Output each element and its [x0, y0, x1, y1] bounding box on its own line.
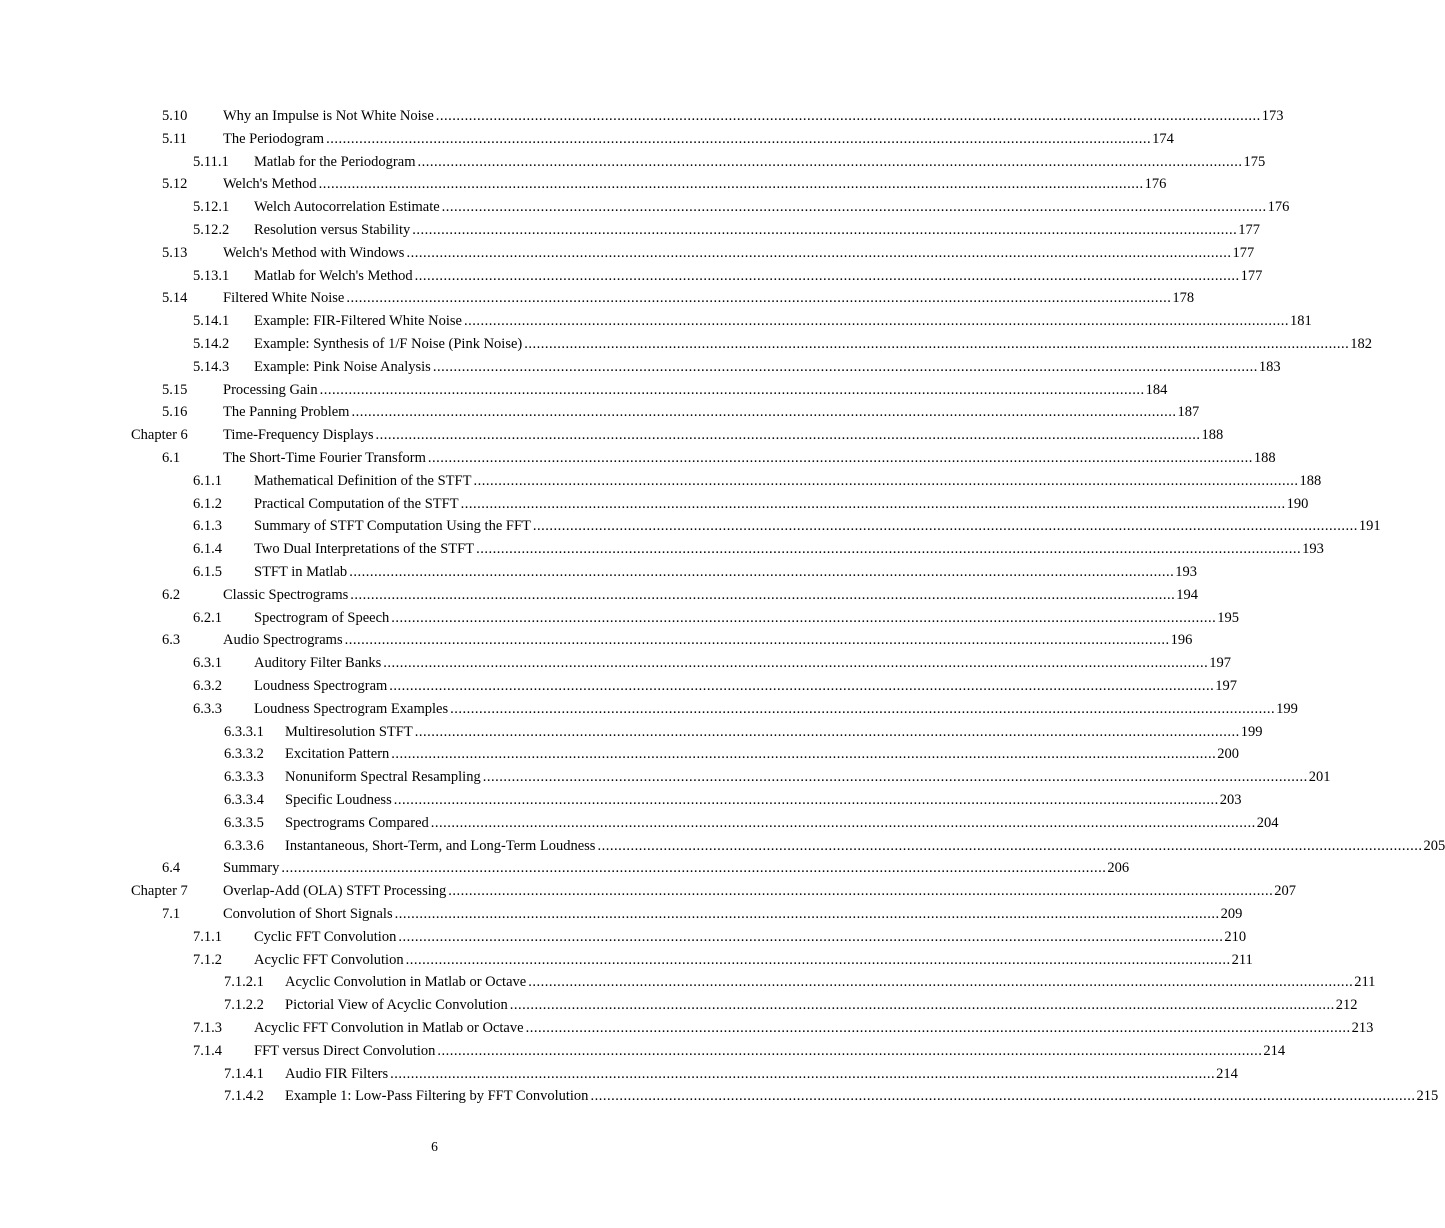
- toc-entry-body: [285, 971, 1376, 993]
- toc-entry-title: Classic Spectrograms: [223, 584, 349, 606]
- toc-entry-body: [223, 242, 1255, 264]
- toc-entry-title: The Short-Time Fourier Transform: [223, 447, 427, 469]
- toc-entry-page: 173: [1262, 105, 1284, 127]
- toc-entry-number: 7.1.1: [193, 928, 222, 945]
- toc-entry-page: 193: [1175, 561, 1197, 583]
- toc-entry-title: Time-Frequency Displays: [223, 424, 375, 446]
- toc-entry-page: 199: [1276, 698, 1298, 720]
- toc-entry[interactable]: [0, 584, 1198, 606]
- toc-dot-leader: ........................................................................................................................................................................................................: [473, 472, 1299, 489]
- toc-entry-page: 199: [1241, 721, 1263, 743]
- toc-entry[interactable]: [0, 721, 1263, 743]
- toc-entry-number: 5.11: [162, 130, 187, 147]
- toc-dot-leader: ........................................................................................................................................................................................................: [450, 700, 1276, 717]
- toc-entry-body: [254, 698, 1298, 720]
- toc-entry-body: [254, 926, 1247, 948]
- toc-dot-leader: ........................................................................................................................................................................................................: [398, 928, 1224, 945]
- toc-entry[interactable]: [0, 835, 1445, 857]
- toc-entry-number: 5.14.3: [193, 358, 230, 375]
- toc-dot-leader: ........................................................................................................................................................................................................: [441, 199, 1267, 216]
- toc-entry-page: 201: [1309, 766, 1331, 788]
- toc-entry[interactable]: [0, 629, 1193, 651]
- toc-entry[interactable]: [0, 196, 1290, 218]
- toc-dot-leader: ........................................................................................................................................................................................................: [448, 883, 1274, 900]
- toc-dot-leader: ........................................................................................................................................................................................................: [383, 655, 1209, 672]
- toc-entry-body: [223, 128, 1174, 150]
- toc-dot-leader: ........................................................................................................................................................................................................: [524, 336, 1350, 352]
- toc-dot-leader: ........................................................................................................................................................................................................: [432, 358, 1258, 375]
- toc-entry-title: Welch's Method with Windows: [223, 242, 405, 264]
- toc-entry[interactable]: [0, 903, 1243, 925]
- toc-entry-title: Welch's Method: [223, 173, 318, 195]
- toc-entry-title: Practical Computation of the STFT: [254, 493, 460, 515]
- toc-entry-number: 7.1.4.2: [224, 1088, 264, 1105]
- toc-entry-number: 7.1.4.1: [224, 1065, 264, 1082]
- toc-entry-title: Nonuniform Spectral Resampling: [285, 766, 482, 788]
- toc-entry[interactable]: [0, 1085, 1439, 1107]
- toc-entry-body: [254, 1017, 1374, 1039]
- toc-entry-title: Auditory Filter Banks: [254, 652, 382, 674]
- toc-entry-title: Why an Impulse is Not White Noise: [223, 105, 435, 127]
- toc-entry-body: [254, 219, 1261, 241]
- toc-dot-leader: ........................................................................................................................................................................................................: [391, 609, 1217, 626]
- toc-entry-body: [254, 310, 1312, 332]
- toc-entry-page: 184: [1146, 379, 1168, 401]
- toc-dot-leader: ........................................................................................................................................................................................................: [390, 1065, 1216, 1082]
- toc-entry-title: Excitation Pattern: [285, 743, 390, 765]
- toc-dot-leader: ........................................................................................................................................................................................................: [281, 860, 1107, 877]
- toc-entry-title: Resolution versus Stability: [254, 219, 411, 241]
- toc-entry-title: Spectrograms Compared: [285, 812, 430, 834]
- toc-dot-leader: ........................................................................................................................................................................................................: [405, 951, 1231, 968]
- toc-entry-number: 5.12.1: [193, 199, 230, 216]
- toc-entry-number: 6.3.3: [193, 700, 222, 717]
- toc-entry[interactable]: [0, 515, 1381, 537]
- toc-dot-leader: ........................................................................................................................................................................................................: [349, 564, 1175, 580]
- toc-entry-title: Instantaneous, Short-Term, and Long-Term Loudness: [285, 835, 596, 857]
- toc-entry-page: 188: [1299, 470, 1321, 492]
- toc-entry-number: 6.3.3.2: [224, 746, 264, 763]
- toc-entry-page: 207: [1274, 880, 1296, 902]
- toc-entry-body: [223, 903, 1243, 925]
- toc-entry-number: Chapter 6: [131, 427, 188, 444]
- toc-dot-leader: ........................................................................................................................................................................................................: [350, 586, 1176, 603]
- toc-entry-body: [254, 561, 1197, 583]
- toc-entry[interactable]: [0, 812, 1279, 834]
- toc-entry-body: [254, 1040, 1286, 1062]
- toc-entry-number: 5.13.1: [193, 267, 230, 284]
- toc-entry-page: 211: [1232, 949, 1253, 971]
- toc-entry-body: [223, 173, 1167, 195]
- toc-entry-number: 6.3.3.1: [224, 723, 264, 740]
- toc-entry[interactable]: [0, 607, 1240, 629]
- toc-entry-page: 214: [1263, 1040, 1285, 1062]
- toc-dot-leader: ........................................................................................................................................................................................................: [590, 1088, 1416, 1105]
- toc-entry-number: 6.3.2: [193, 678, 222, 694]
- toc-entry-body: [285, 766, 1331, 788]
- toc-entry-body: [223, 880, 1296, 902]
- toc-entry-body: [285, 812, 1279, 834]
- toc-entry-title: Processing Gain: [223, 379, 319, 401]
- toc-dot-leader: ........................................................................................................................................................................................................: [460, 495, 1286, 512]
- toc-entry-title: STFT in Matlab: [254, 561, 348, 583]
- toc-entry-page: 190: [1287, 493, 1309, 515]
- toc-entry-body: [254, 607, 1240, 629]
- toc-entry-number: 6.1: [162, 450, 181, 466]
- toc-dot-leader: ........................................................................................................................................................................................................: [482, 769, 1308, 786]
- toc-entry-number: 7.1.2: [193, 951, 222, 968]
- toc-entry-number: 7.1.2.2: [224, 997, 264, 1014]
- toc-entry-title: Specific Loudness: [285, 789, 393, 811]
- toc-entry-page: 204: [1257, 812, 1279, 834]
- toc-entry[interactable]: [0, 538, 1324, 560]
- toc-entry-number: 6.1.5: [193, 564, 222, 580]
- toc-entry[interactable]: [0, 265, 1263, 287]
- toc-entry-page: 175: [1243, 151, 1265, 173]
- toc-entry-body: [223, 287, 1195, 309]
- toc-dot-leader: ........................................................................................................................................................................................................: [391, 746, 1217, 763]
- toc-entry-title: FFT versus Direct Convolution: [254, 1040, 436, 1062]
- toc-entry-body: [254, 493, 1309, 515]
- toc-entry-title: Example: FIR-Filtered White Noise: [254, 310, 463, 332]
- toc-entry-body: [254, 949, 1253, 971]
- toc-entry-number: 6.2: [162, 586, 181, 603]
- toc-dot-leader: ........................................................................................................................................................................................................: [525, 1020, 1351, 1036]
- toc-dot-leader: ........................................................................................................................................................................................................: [476, 541, 1302, 558]
- toc-entry[interactable]: [0, 447, 1276, 469]
- toc-entry-page: 210: [1224, 926, 1246, 948]
- toc-entry-body: [285, 721, 1263, 743]
- toc-entry-title: Cyclic FFT Convolution: [254, 926, 397, 948]
- toc-entry-body: [285, 743, 1240, 765]
- toc-entry-body: [254, 515, 1381, 537]
- toc-entry-title: Acyclic FFT Convolution: [254, 949, 405, 971]
- toc-entry[interactable]: [0, 356, 1281, 378]
- toc-dot-leader: ........................................................................................................................................................................................................: [430, 814, 1256, 831]
- toc-entry-body: [285, 994, 1358, 1016]
- toc-dot-leader: ........................................................................................................................................................................................................: [463, 313, 1289, 330]
- toc-entry-page: 215: [1416, 1085, 1438, 1107]
- toc-entry-title: Convolution of Short Signals: [223, 903, 394, 925]
- toc-entry-page: 195: [1217, 607, 1239, 629]
- toc-entry[interactable]: [0, 789, 1242, 811]
- toc-entry-page: 212: [1336, 994, 1358, 1016]
- toc-entry-number: Chapter 7: [131, 883, 188, 900]
- toc-entry-body: [223, 424, 1224, 446]
- toc-entry-number: 6.4: [162, 860, 181, 877]
- toc-entry-page: 193: [1302, 538, 1324, 560]
- toc-entry-title: Audio FIR Filters: [285, 1063, 389, 1085]
- toc-entry-body: [223, 629, 1193, 651]
- toc-entry[interactable]: [0, 766, 1331, 788]
- toc-entry-title: Spectrogram of Speech: [254, 607, 390, 629]
- toc-entry[interactable]: [0, 287, 1195, 309]
- toc-entry[interactable]: [0, 173, 1167, 195]
- toc-dot-leader: ........................................................................................................................................................................................................: [389, 678, 1215, 694]
- toc-entry-number: 7.1.2.1: [224, 974, 264, 991]
- toc-entry-number: 5.15: [162, 381, 188, 398]
- toc-entry-page: 209: [1221, 903, 1243, 925]
- toc-entry-number: 6.1.3: [193, 518, 222, 535]
- toc-entry-body: [223, 584, 1198, 606]
- toc-dot-leader: ........................................................................................................................................................................................................: [435, 108, 1261, 124]
- toc-entry-page: 194: [1176, 584, 1198, 606]
- toc-entry-page: 174: [1152, 128, 1174, 150]
- toc-entry-page: 178: [1172, 287, 1194, 309]
- toc-entry[interactable]: [0, 128, 1174, 150]
- toc-entry[interactable]: [0, 949, 1253, 971]
- toc-entry-number: 7.1: [162, 906, 181, 922]
- toc-entry-title: The Periodogram: [223, 128, 325, 150]
- toc-entry[interactable]: [0, 333, 1372, 355]
- toc-dot-leader: ........................................................................................................................................................................................................: [346, 290, 1172, 307]
- toc-entry[interactable]: [0, 105, 1284, 127]
- toc-entry-page: 197: [1209, 652, 1231, 674]
- toc-entry[interactable]: [0, 652, 1232, 674]
- toc-dot-leader: ........................................................................................................................................................................................................: [375, 427, 1201, 444]
- toc-entry-body: [254, 265, 1263, 287]
- toc-entry[interactable]: [0, 219, 1261, 241]
- toc-entry-body: [223, 401, 1200, 423]
- toc-entry-number: 5.12.2: [193, 222, 230, 238]
- toc-entry-title: Matlab for Welch's Method: [254, 265, 414, 287]
- toc-entry-title: Overlap-Add (OLA) STFT Processing: [223, 880, 447, 902]
- toc-entry-title: Summary: [223, 857, 280, 879]
- toc-entry-title: Mathematical Definition of the STFT: [254, 470, 472, 492]
- toc-entry[interactable]: [0, 926, 1247, 948]
- toc-dot-leader: ........................................................................................................................................................................................................: [597, 837, 1423, 854]
- toc-entry-number: 5.16: [162, 404, 188, 421]
- toc-entry-body: [223, 379, 1168, 401]
- toc-entry-number: 5.14: [162, 290, 188, 307]
- toc-entry-title: Acyclic FFT Convolution in Matlab or Octave: [254, 1017, 525, 1039]
- toc-dot-leader: ........................................................................................................................................................................................................: [393, 792, 1219, 808]
- toc-entry-title: Summary of STFT Computation Using the FFT: [254, 515, 532, 537]
- toc-entry-page: 213: [1352, 1017, 1374, 1039]
- toc-entry-page: 196: [1171, 629, 1193, 651]
- toc-dot-leader: ........................................................................................................................................................................................................: [528, 974, 1354, 991]
- toc-entry-title: Acyclic Convolution in Matlab or Octave: [285, 971, 527, 993]
- toc-entry-title: Two Dual Interpretations of the STFT: [254, 538, 475, 560]
- toc-entry-number: 6.2.1: [193, 609, 222, 626]
- toc-entry-body: [223, 447, 1276, 469]
- toc-dot-leader: ........................................................................................................................................................................................................: [406, 244, 1232, 261]
- toc-entry-number: 6.1.4: [193, 541, 222, 558]
- toc-entry-number: 5.14.2: [193, 336, 230, 352]
- toc-entry-number: 6.1.2: [193, 495, 222, 512]
- toc-entry-page: 177: [1238, 219, 1260, 241]
- toc-entry-body: [254, 151, 1266, 173]
- toc-dot-leader: ........................................................................................................................................................................................................: [427, 450, 1253, 466]
- toc-entry-title: Filtered White Noise: [223, 287, 345, 309]
- toc-entry-body: [285, 1063, 1238, 1085]
- toc-dot-leader: ........................................................................................................................................................................................................: [509, 997, 1335, 1014]
- toc-entry-title: Example: Pink Noise Analysis: [254, 356, 432, 378]
- toc-entry-number: 6.3: [162, 632, 181, 649]
- toc-dot-leader: ........................................................................................................................................................................................................: [532, 518, 1358, 535]
- toc-entry[interactable]: [0, 1063, 1238, 1085]
- toc-entry[interactable]: [0, 698, 1298, 720]
- toc-dot-leader: ........................................................................................................................................................................................................: [414, 267, 1240, 284]
- toc-entry-page: 205: [1423, 835, 1445, 857]
- toc-dot-leader: ........................................................................................................................................................................................................: [394, 906, 1220, 922]
- toc-entry[interactable]: [0, 493, 1309, 515]
- toc-entry-body: [285, 835, 1445, 857]
- toc-entry-page: 188: [1254, 447, 1276, 469]
- toc-dot-leader: ........................................................................................................................................................................................................: [318, 176, 1144, 193]
- toc-entry-page: 181: [1290, 310, 1312, 332]
- toc-entry[interactable]: [0, 379, 1168, 401]
- toc-entry-body: [223, 105, 1284, 127]
- toc-entry[interactable]: [0, 1040, 1286, 1062]
- toc-entry[interactable]: [0, 242, 1255, 264]
- toc-entry-number: 6.3.3.3: [224, 769, 264, 786]
- toc-entry-number: 5.13: [162, 244, 188, 261]
- toc-entry-page: 188: [1202, 424, 1224, 446]
- toc-entry-body: [223, 857, 1130, 879]
- toc-entry-body: [285, 789, 1242, 811]
- toc-entry-page: 187: [1177, 401, 1199, 423]
- toc-entry-number: 7.1.3: [193, 1020, 222, 1036]
- toc-entry-number: 5.11.1: [193, 153, 229, 170]
- toc-entry-body: [254, 675, 1238, 697]
- toc-entry-title: Loudness Spectrogram: [254, 675, 388, 697]
- toc-entry-page: 200: [1217, 743, 1239, 765]
- toc-entry-page: 176: [1268, 196, 1290, 218]
- toc-entry-title: Loudness Spectrogram Examples: [254, 698, 449, 720]
- toc-entry-title: Audio Spectrograms: [223, 629, 344, 651]
- toc-entry-body: [254, 333, 1372, 355]
- toc-entry[interactable]: [0, 994, 1358, 1016]
- toc-dot-leader: ........................................................................................................................................................................................................: [319, 381, 1145, 398]
- toc-entry[interactable]: [0, 470, 1322, 492]
- toc-entry-title: Example 1: Low-Pass Filtering by FFT Convolution: [285, 1085, 589, 1107]
- toc-entry-page: 177: [1241, 265, 1263, 287]
- toc-entry[interactable]: [0, 424, 1224, 446]
- toc-entry[interactable]: [0, 743, 1240, 765]
- toc-entry-number: 6.3.1: [193, 655, 222, 672]
- toc-entry[interactable]: [0, 151, 1266, 173]
- toc-entry-number: 5.10: [162, 108, 188, 124]
- toc-entry-page: 203: [1220, 789, 1242, 811]
- toc-dot-leader: ........................................................................................................................................................................................................: [414, 723, 1240, 740]
- toc-entry-number: 6.1.1: [193, 472, 222, 489]
- toc-entry-page: 197: [1215, 675, 1237, 697]
- toc-entry-body: [285, 1085, 1439, 1107]
- toc-entry[interactable]: [0, 401, 1200, 423]
- toc-entry-page: 191: [1359, 515, 1381, 537]
- toc-dot-leader: ........................................................................................................................................................................................................: [417, 153, 1243, 170]
- toc-dot-leader: ........................................................................................................................................................................................................: [437, 1042, 1263, 1059]
- toc-entry-number: 5.14.1: [193, 313, 230, 330]
- toc-entry-body: [254, 538, 1324, 560]
- toc-entry-title: The Panning Problem: [223, 401, 350, 423]
- toc-entry-page: 176: [1145, 173, 1167, 195]
- toc-dot-leader: ........................................................................................................................................................................................................: [412, 222, 1238, 238]
- toc-entry[interactable]: [0, 857, 1130, 879]
- toc-entry-body: [254, 196, 1290, 218]
- toc-entry[interactable]: [0, 971, 1376, 993]
- toc-entry[interactable]: [0, 310, 1312, 332]
- toc-entry-page: 206: [1107, 857, 1129, 879]
- toc-entry-page: 211: [1354, 971, 1375, 993]
- toc-entry-title: Pictorial View of Acyclic Convolution: [285, 994, 509, 1016]
- toc-entry[interactable]: [0, 561, 1197, 583]
- toc-entry-page: 177: [1232, 242, 1254, 264]
- toc-entry-number: 7.1.4: [193, 1042, 222, 1059]
- toc-entry-page: 183: [1259, 356, 1281, 378]
- toc-dot-leader: ........................................................................................................................................................................................................: [351, 404, 1177, 421]
- toc-entry-page: 182: [1350, 333, 1372, 355]
- toc-entry-page: 214: [1216, 1063, 1238, 1085]
- toc-entry-body: [254, 356, 1281, 378]
- toc-entry-number: 5.12: [162, 176, 188, 193]
- toc-entry-title: Matlab for the Periodogram: [254, 151, 416, 173]
- toc-entry-title: Welch Autocorrelation Estimate: [254, 196, 441, 218]
- toc-entry-number: 6.3.3.6: [224, 837, 264, 854]
- page-number: 6: [431, 1139, 438, 1154]
- toc-dot-leader: ........................................................................................................................................................................................................: [344, 632, 1170, 649]
- toc-entry-body: [254, 470, 1322, 492]
- toc-entry[interactable]: [0, 880, 1296, 902]
- toc-dot-leader: ........................................................................................................................................................................................................: [326, 130, 1152, 147]
- toc-entry-title: Example: Synthesis of 1/F Noise (Pink Noise): [254, 333, 523, 355]
- toc-entry-title: Multiresolution STFT: [285, 721, 414, 743]
- toc-entry-body: [254, 652, 1232, 674]
- toc-entry[interactable]: [0, 1017, 1374, 1039]
- toc-entry-number: 6.3.3.5: [224, 814, 264, 831]
- toc-entry[interactable]: [0, 675, 1238, 697]
- toc-entry-number: 6.3.3.4: [224, 792, 264, 808]
